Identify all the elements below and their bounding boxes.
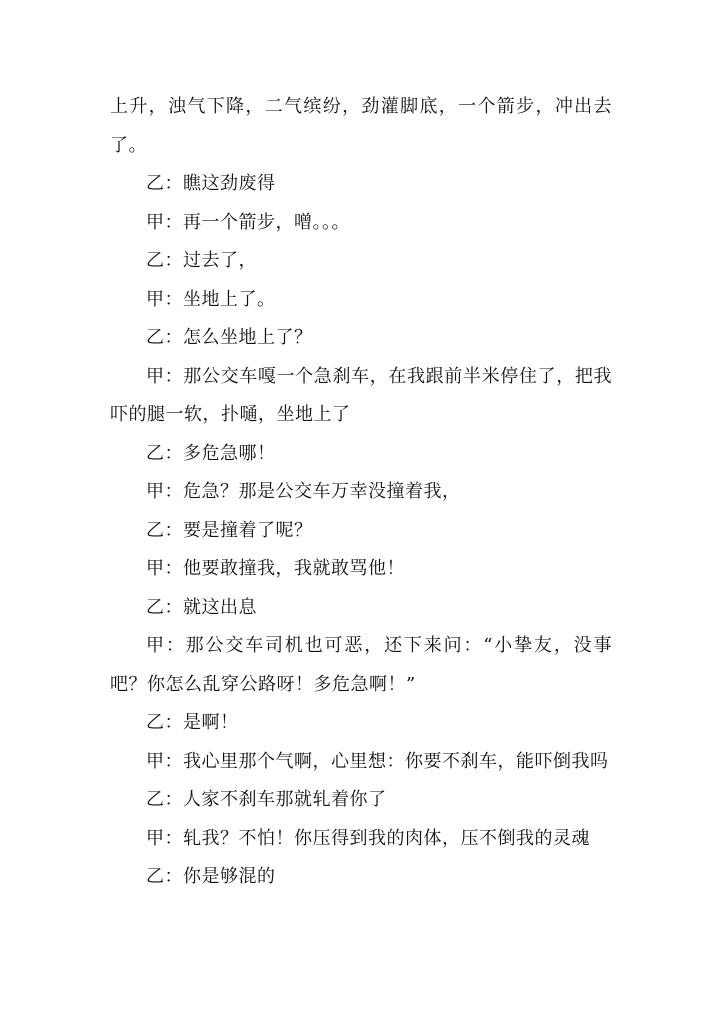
paragraph: 乙：怎么坐地上了？ <box>146 327 313 348</box>
paragraph: 甲：坐地上了。 <box>146 288 276 310</box>
paragraph: 乙：瞧这劲废得 <box>146 173 276 194</box>
paragraph: 甲：那公交车司机也可恶，还下来问：“小挚友，没事吧？你怎么乱穿公路呀！多危急啊！” <box>110 635 612 695</box>
paragraph: 乙：是啊！ <box>146 712 239 733</box>
paragraph: 乙：过去了， <box>146 250 257 271</box>
paragraph: 甲：那公交车嘎一个急刹车，在我跟前半米停住了，把我吓的腿一软，扑嗵，坐地上了 <box>110 365 612 425</box>
paragraph: 甲：他要敢撞我，我就敢骂他！ <box>146 558 405 579</box>
paragraph: 乙：就这出息 <box>146 596 257 618</box>
paragraph: 甲：再一个箭步，噌。。。 <box>146 211 350 233</box>
paragraph: 乙：多危急哪！ <box>146 442 276 464</box>
paragraph: 乙：要是撞着了呢？ <box>146 519 313 541</box>
paragraph: 乙：人家不刹车那就轧着你了 <box>146 789 387 810</box>
paragraph: 甲：我心里那个气啊，心里想：你要不刹车，能吓倒我吗 <box>146 750 609 772</box>
paragraph: 上升，浊气下降，二气缤纷，劲灌脚底，一个箭步，冲出去了。 <box>110 96 612 156</box>
paragraph: 乙：你是够混的 <box>146 866 276 887</box>
paragraph: 甲：危急？那是公交车万幸没撞着我， <box>146 481 461 502</box>
paragraph: 甲：轧我？不怕！你压得到我的肉体，压不倒我的灵魂 <box>146 827 590 849</box>
document-body <box>110 88 612 897</box>
